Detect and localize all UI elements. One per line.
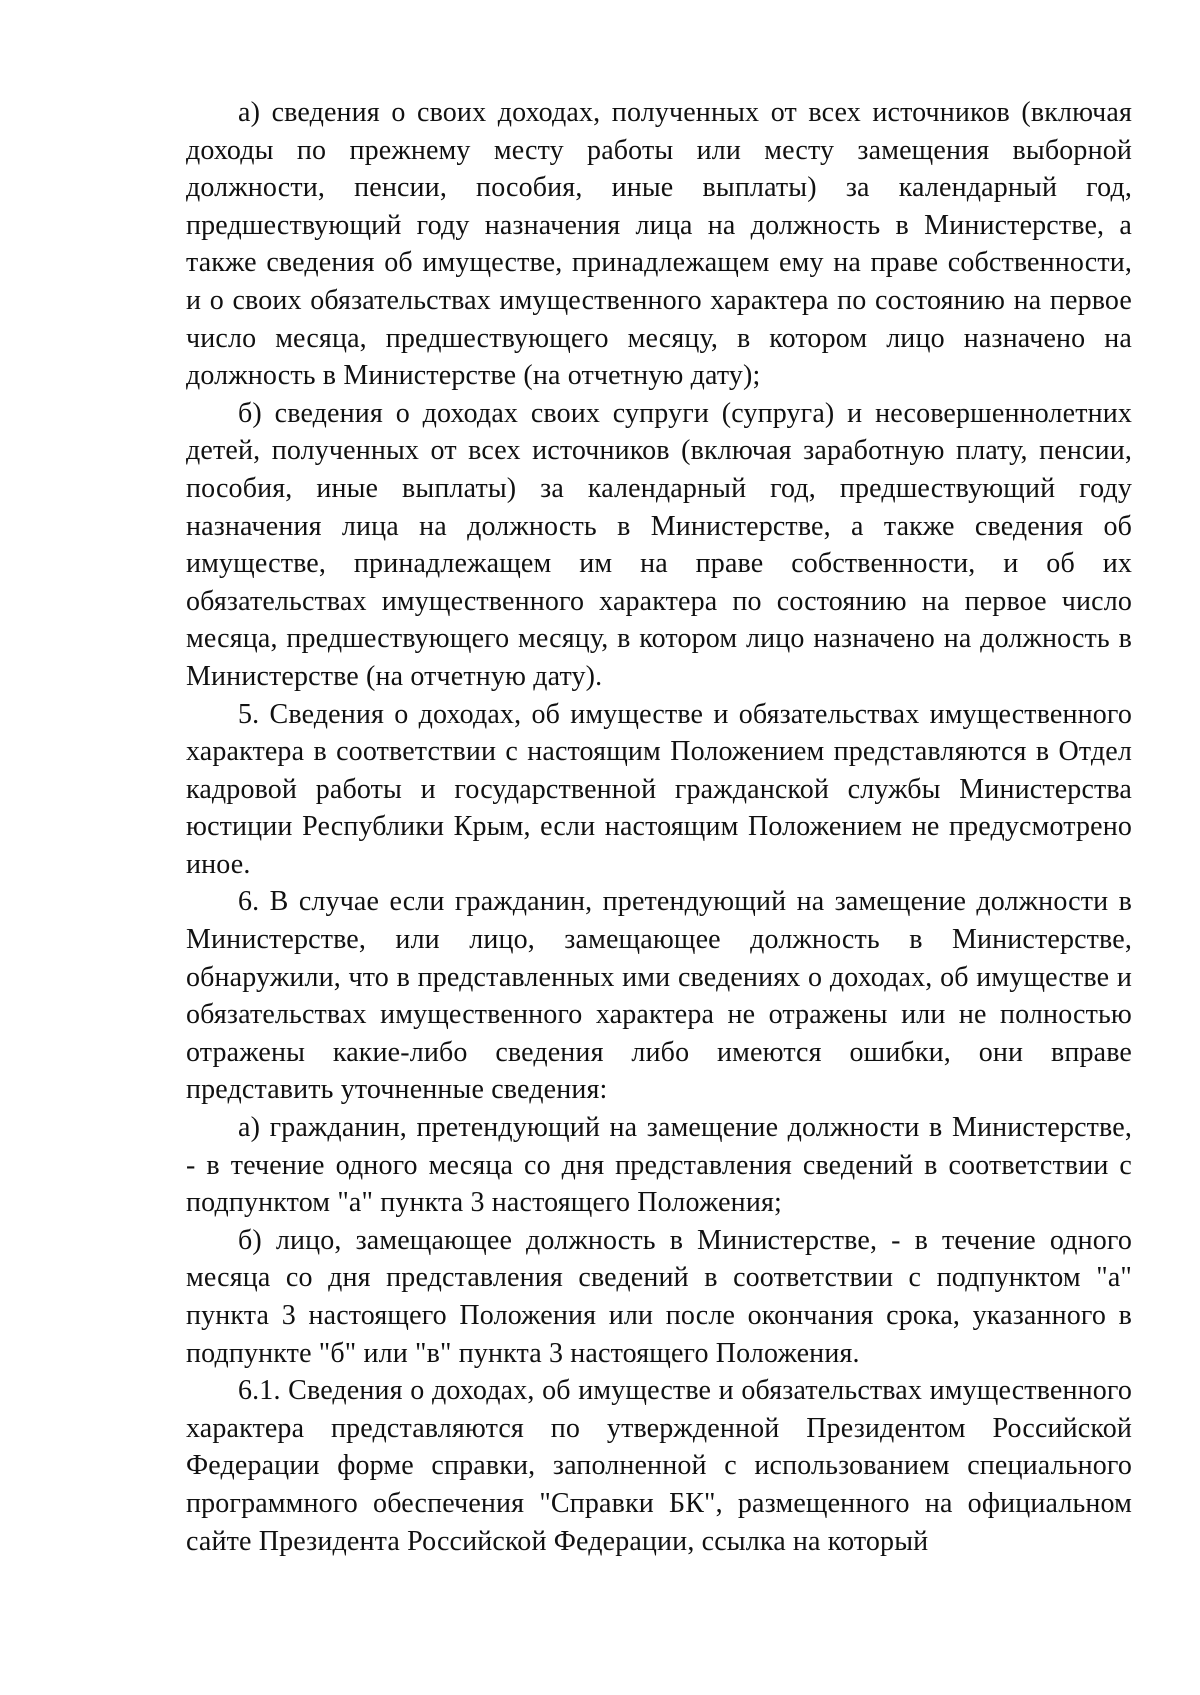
paragraph-6-corrections: 6. В случае если гражданин, претендующий на замещение должности в Министерстве, или лицо, замещающее должность в Министерстве, обнаружили, что в представленных ими сведениях о доходах, об имуществе и обязательствах имущественного характера не отражены или не полностью отражены какие-либо сведения либо имеются ошибки, они вправе представить уточненные сведения: xyxy=(186,886,1132,1106)
paragraph-4b-family-income: б) сведения о доходах своих супруги (супруга) и несовершеннолетних детей, полученных от всех источников (включая заработную плату, пенсии, пособия, иные выплаты) за календарный год, предшествующий году назначения лица на должность в Министерстве, а также сведения об имуществе, принадлежащем им на праве собственности, и об их обязательствах имущественного характера по состоянию на первое число месяца, предшествующего месяцу, в котором лицо назначено на должность в Министерстве (на отчетную дату). xyxy=(186,397,1132,692)
paragraph-6b-employee: б) лицо, замещающее должность в Министерстве, - в течение одного месяца со дня представления сведений в соответствии с подпунктом "а" пункта 3 настоящего Положения или после окончания срока, указанного в подпункте "б" или "в" пункта 3 настоящего Положения. xyxy=(186,1224,1132,1369)
paragraph-6a-citizen: а) гражданин, претендующий на замещение должности в Министерстве, - в течение одного месяца со дня представления сведений в соответствии с подпунктом "а" пункта 3 настоящего Положения; xyxy=(186,1112,1132,1219)
paragraph-5-submission: 5. Сведения о доходах, об имуществе и обязательствах имущественного характера в соответствии с настоящим Положением представляются в Отдел кадровой работы и государственной гражданской службы Министерства юстиции Республики Крым, если настоящим Положением не предусмотрено иное. xyxy=(186,698,1132,880)
paragraph-6-1-form: 6.1. Сведения о доходах, об имуществе и обязательствах имущественного характера представляются по утвержденной Президентом Российской Федерации форме справки, заполненной с использованием специального программного обеспечения "Справки БК", размещенного на официальном сайте Президента Российской Федерации, ссылка на который xyxy=(186,1375,1132,1557)
paragraph-4a-own-income: а) сведения о своих доходах, полученных от всех источников (включая доходы по прежнему месту работы или месту замещения выборной должности, пенсии, пособия, иные выплаты) за календарный год, предшествующий году назначения лица на должность в Министерстве, а также сведения об имуществе, принадлежащем ему на праве собственности, и о своих обязательствах имущественного характера по состоянию на первое число месяца, предшествующего месяцу, в котором лицо назначено на должность в Министерстве (на отчетную дату); xyxy=(186,97,1132,392)
document-body xyxy=(186,94,1132,1560)
